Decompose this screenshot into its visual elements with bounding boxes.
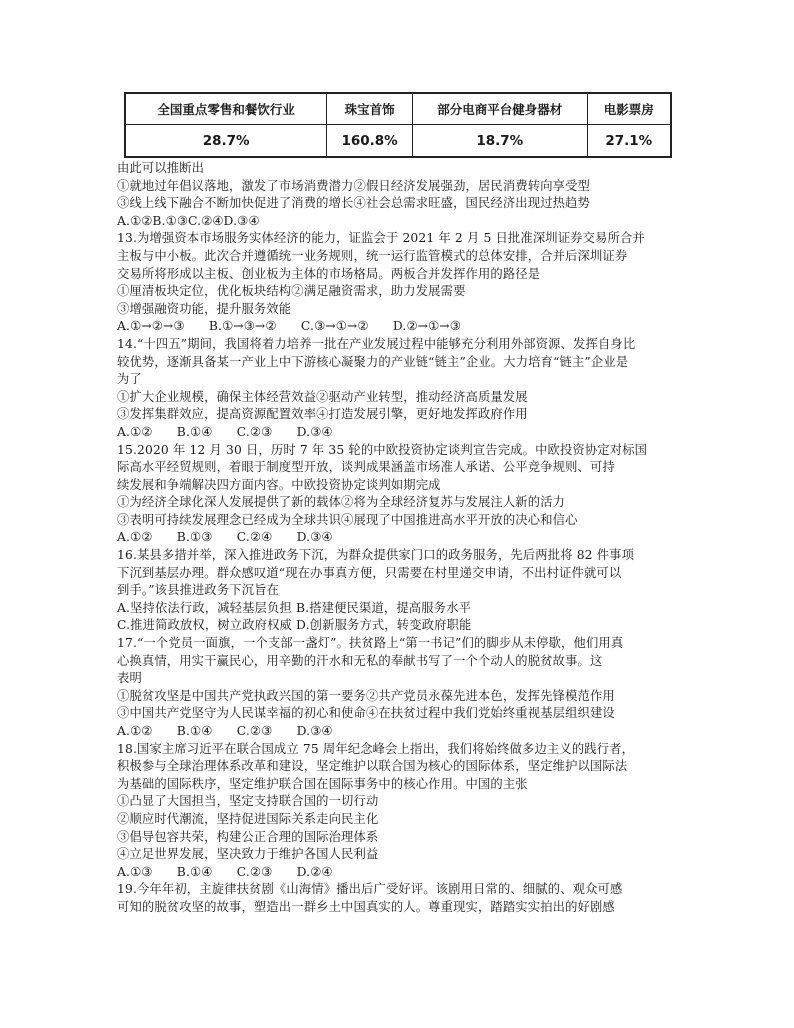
text-line: 可知的脱贫攻坚的故事，塑造出一群乡土中国真实的人。尊重现实，踏踏实实拍出的好剧感	[117, 899, 615, 914]
text-line: ①就地过年倡议落地，激发了市场消费潜力②假日经济发展强劲，居民消费转向享受型	[117, 178, 590, 193]
question-16-stem: 16.某县多措并举，深入推进政务下沉，为群众提供家门口的政务服务，先后两批将 82 件事项	[117, 548, 635, 563]
text-line: ③发挥集群效应，提高资源配置效率④打造发展引擎，更好地发挥政府作用	[117, 407, 528, 422]
answer-options: A.坚持依法行政，减轻基层负担 B.搭建便民渠道，提高服务水平	[117, 600, 472, 615]
text-line: 下沉到基层办理。群众感叹道“现在办事真方便，只需要在村里递交申请，不出村证件就可以	[117, 565, 622, 580]
text-line: ①为经济全球化深人发展提供了新的载体②将为全球经济复苏与发展注人新的活力	[117, 495, 566, 510]
text-line: ③增强融资功能，提升服务效能	[117, 301, 292, 316]
question-14-stem: 14.“十四五”期间，我国将着力培养一批在产业发展过程中能够充分利用外部资源、发挥自身比	[117, 336, 636, 351]
text-line: ③中国共产党坚守为人民谋幸福的初心和使命④在扶贫过程中我们党始终重视基层组织建设	[117, 706, 615, 721]
text-line: 到手。”该县推进政务下沉旨在	[117, 583, 280, 598]
text-line: 较优势，逐渐具备某一产业上中下游核心凝聚力的产业链“链主”企业。大力培育“链主”企业是	[117, 354, 629, 369]
question-18-stem: 18.国家主席习近平在联合国成立 75 周年纪念峰会上指出，我们将始终做多边主义的践行者，	[117, 741, 635, 756]
table-value-cell: 160.8%	[327, 125, 413, 158]
text-line: ①脱贫攻坚是中国共产党执政兴国的第一要务②共产党员永葆先进本色，发挥先锋模范作用	[117, 688, 615, 703]
question-13-stem: 13.为增强资本市场服务实体经济的能力，证监会于 2021 年 2 月 5 日批准深圳证券交易所合并	[117, 231, 645, 246]
text-line: 为了	[117, 372, 142, 387]
text-line: 积极参与全球治理体系改革和建设，坚定维护以联合国为核心的国际体系，坚定维护以国际法	[117, 759, 628, 774]
table-value-cell: 18.7%	[412, 125, 587, 158]
table-header-cell: 部分电商平台健身器材	[412, 93, 587, 125]
text-line: 表明	[117, 671, 142, 686]
question-17-stem: 17.“一个党员一面旗，一个支部一盏灯”。扶贫路上“第一书记”们的脚步从未停歇，他们用真	[117, 636, 624, 651]
answer-options: C.推进简政放权，树立政府权威 D.创新服务方式，转变政府职能	[117, 618, 472, 633]
consumption-growth-table	[124, 92, 672, 158]
answer-options: A.①②B.①③C.②④D.③④	[117, 213, 260, 228]
question-text	[117, 160, 677, 917]
text-line: 由此可以推断出	[117, 161, 205, 175]
question-15-stem: 15.2020 年 12 月 30 日，历时 7 年 35 轮的中欧投资协定谈判宣告完成。中欧投资协定对标国	[117, 442, 648, 457]
answer-options: A.①③ B.①④ C.②③ D.②④	[117, 864, 333, 879]
answer-options: A.①② B.①④ C.②③ D.③④	[117, 424, 333, 439]
answer-options: A.①② B.①④ C.②③ D.③④	[117, 724, 333, 738]
text-line: ③线上线下融合不断加快促进了消费的增长④社会总需求旺盛，国民经济出现过热趋势	[117, 196, 590, 211]
table-value-cell: 28.7%	[125, 125, 327, 158]
text-line: 际高水平经贸规则，着眼于制度型开放，谈判成果涵盖市场准人承诺、公平竞争规则、可持	[117, 460, 615, 475]
table-value-row	[125, 125, 671, 158]
table-header-cell: 珠宝首饰	[327, 93, 413, 125]
text-line: 续发展和争端解决四方面内容。中欧投资协定谈判如期完成	[117, 477, 441, 492]
answer-options: A.①→②→③ B.①→③→② C.③→①→② D.②→①→③	[117, 319, 461, 334]
text-line: ①凸显了大国担当，坚定支持联合国的一切行动	[117, 794, 379, 809]
consumption-growth-table-wrap	[124, 92, 672, 158]
table-header-cell: 全国重点零售和餐饮行业	[125, 93, 327, 125]
text-line: ②顺应时代潮流，坚持促进国际关系走向民主化	[117, 811, 379, 826]
table-value-cell: 27.1%	[587, 125, 671, 158]
text-line: ①扩大企业规模，确保主体经营效益②驱动产业转型，推动经济高质量发展	[117, 389, 528, 404]
text-line: ①厘清板块定位，优化板块结构②满足融资需求，助力发展需要	[117, 284, 466, 299]
table-header-row	[125, 93, 671, 125]
answer-options: A.①② B.①③ C.②④ D.③④	[117, 530, 333, 545]
text-line: 心换真情，用实干赢民心，用辛勤的汗水和无私的奉献书写了一个个动人的脱贫故事。这	[117, 653, 603, 668]
table-header-cell: 电影票房	[587, 93, 671, 125]
question-19-stem: 19.今年年初，主旋律扶贫剧《山海情》播出后广受好评。该剧用日常的、细腻的、观众可感	[117, 882, 623, 897]
text-line: ③倡导包容共荣，构建公正合理的国际治理体系	[117, 829, 379, 844]
text-line: ④立足世界发展，坚决致力于维护各国人民利益	[117, 847, 379, 862]
text-line: ③表明可持续发展理念已经成为全球共识④展现了中国推进高水平开放的决心和信心	[117, 512, 578, 527]
text-line: 交易所将形成以主板、创业板为主体的市场格局。两板合并发挥作用的路径是	[117, 266, 541, 281]
text-line: 主板与中小板。此次合并遵循统一业务规则，统一运行监管模式的总体安排，合并后深圳证券	[117, 248, 628, 263]
text-line: 为基础的国际秩序，坚定维护联合国在国际事务中的核心作用。中国的主张	[117, 776, 528, 791]
